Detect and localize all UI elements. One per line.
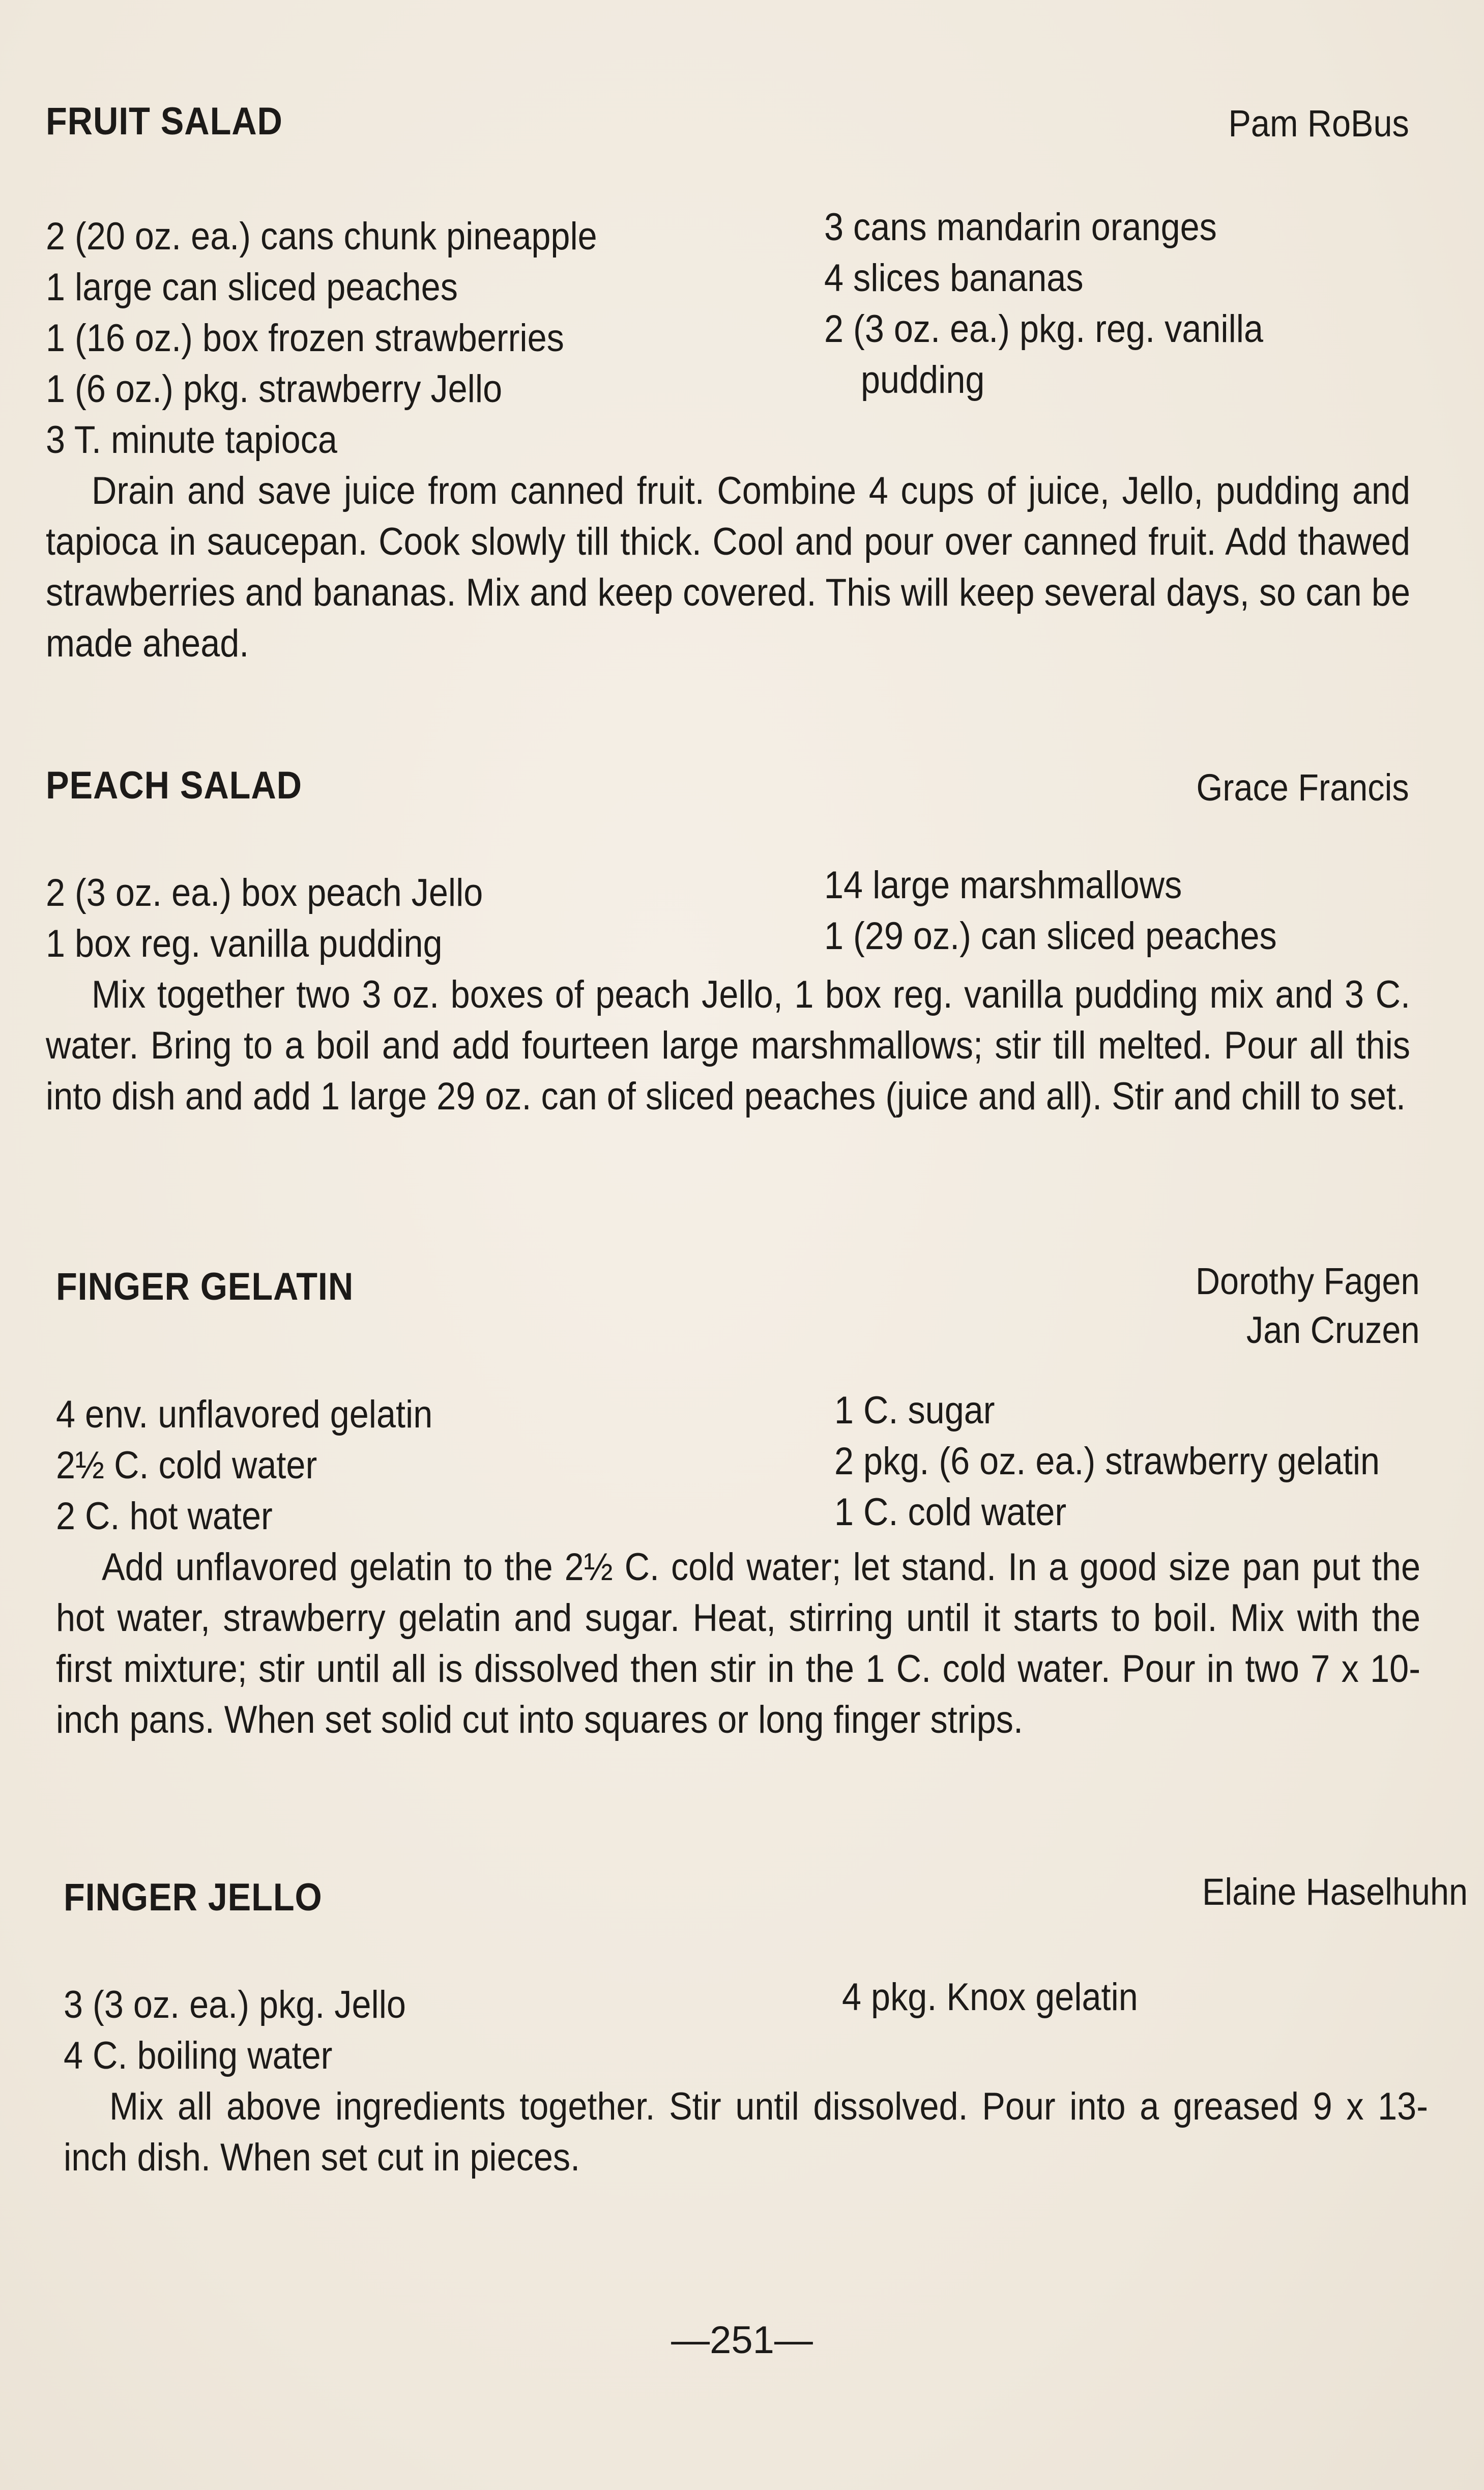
recipe-author: Dorothy Fagen (1195, 1260, 1419, 1302)
ingredient-item: 1 large can sliced peaches (46, 266, 458, 309)
recipe-author-block (1229, 99, 1409, 148)
ingredient-column-right (842, 1972, 1369, 2081)
recipe-author: Pam RoBus (1228, 102, 1409, 145)
ingredient-item: 4 C. boiling water (64, 2034, 333, 2077)
recipe-author: Grace Francis (1196, 766, 1409, 809)
ingredient-item: 1 C. cold water (834, 1491, 1067, 1534)
recipe-header (46, 99, 1409, 155)
recipe-instructions: Mix all above ingredients together. Stir until dissolved. Pour into a greased 9 x 13-inch dish. When set cut in pieces. (64, 2085, 1428, 2179)
ingredient-column-left (64, 1980, 764, 2081)
ingredient-column-right (824, 860, 1351, 969)
ingredient-item: 1 box reg. vanilla pudding (46, 922, 443, 965)
recipe-header (46, 763, 1409, 819)
ingredient-item: 2 (20 oz. ea.) cans chunk pineapple (46, 215, 597, 258)
recipe-title: FINGER GELATIN (56, 1265, 354, 1308)
recipe-author-block (1195, 1257, 1419, 1355)
ingredient-item: pudding (861, 358, 985, 402)
ingredient-column-left (56, 1389, 756, 1542)
recipe-title: FRUIT SALAD (46, 100, 283, 143)
recipe-header (56, 1257, 1419, 1359)
recipe-finger-gelatin (56, 1257, 1419, 1745)
recipe-peach-salad (46, 763, 1409, 1122)
recipe-instructions: Drain and save juice from canned fruit. Combine 4 cups of juice, Jello, pudding and tapioca in saucepan. Cook slowly till thick. Cool and pour over canned fruit. Add thawed strawberries and bananas. Mix and keep covered. This will keep several days, so can be made ahead. (46, 469, 1410, 665)
ingredient-list (56, 1389, 1419, 1542)
recipe-author-block (1197, 763, 1409, 812)
ingredient-item: 2 (3 oz. ea.) box peach Jello (46, 871, 483, 914)
recipe-author-block (1202, 1868, 1468, 1916)
recipe-instructions: Add unflavored gelatin to the 2½ C. cold water; let stand. In a good size pan put the hot water, strawberry gelatin and sugar. Heat, stirring until it starts to boil. Mix with the first mixture; stir until all is dissolved then stir in the 1 C. cold water. Pour in two 7 x 10-inch pans. When set solid cut into squares or long finger strips. (56, 1545, 1420, 1741)
recipe-author: Jan Cruzen (1246, 1309, 1419, 1351)
ingredient-list (46, 206, 1409, 466)
recipe-author: Elaine Haselhuhn (1202, 1871, 1468, 1913)
ingredient-item: 2 (3 oz. ea.) pkg. reg. vanilla (824, 307, 1264, 351)
recipe-finger-jello (64, 1868, 1468, 2183)
ingredient-item: 3 cans mandarin oranges (824, 206, 1217, 249)
ingredient-item: 2½ C. cold water (56, 1444, 317, 1487)
ingredient-list (46, 864, 1409, 969)
recipe-title: PEACH SALAD (46, 764, 302, 807)
ingredient-item: 1 (16 oz.) box frozen strawberries (46, 317, 564, 360)
ingredient-item: 1 C. sugar (834, 1389, 995, 1432)
ingredient-item: 4 slices bananas (824, 256, 1084, 300)
recipe-fruit-salad (46, 99, 1409, 669)
ingredient-column-right (834, 1385, 1380, 1542)
ingredient-item: 14 large marshmallows (824, 864, 1182, 907)
ingredient-list (64, 1976, 1427, 2081)
ingredient-item: 4 pkg. Knox gelatin (842, 1976, 1138, 2019)
ingredient-item: 3 T. minute tapioca (46, 418, 337, 462)
ingredient-column-right (824, 202, 1351, 466)
recipe-header (64, 1868, 1468, 1924)
ingredient-item: 3 (3 oz. ea.) pkg. Jello (64, 1983, 406, 2026)
ingredient-item: 2 C. hot water (56, 1495, 273, 1538)
recipe-title: FINGER JELLO (64, 1876, 323, 1919)
ingredient-item: 1 (6 oz.) pkg. strawberry Jello (46, 367, 503, 411)
ingredient-item: 4 env. unflavored gelatin (56, 1393, 433, 1436)
ingredient-item: 2 pkg. (6 oz. ea.) strawberry gelatin (834, 1440, 1380, 1483)
recipe-instructions: Mix together two 3 oz. boxes of peach Jello, 1 box reg. vanilla pudding mix and 3 C. water. Bring to a boil and add fourteen large marshmallows; stir till melted. Pour all this into dish and add 1 large 29 oz. can of sliced peaches (juice and all). Stir and chill to set. (46, 973, 1410, 1118)
ingredient-column-left (46, 211, 746, 466)
page-number: —251— (671, 2319, 813, 2362)
ingredient-item: 1 (29 oz.) can sliced peaches (824, 914, 1277, 958)
ingredient-column-left (46, 868, 746, 969)
